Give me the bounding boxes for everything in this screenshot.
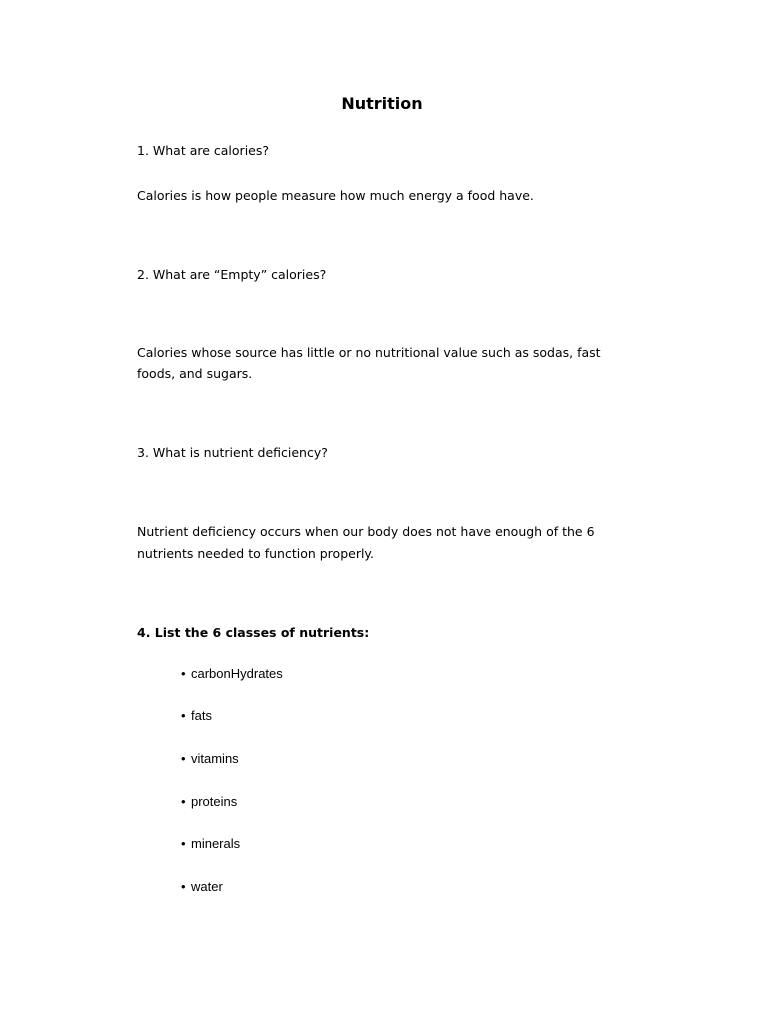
question-1: 1. What are calories? <box>137 143 270 158</box>
bullet-icon: • <box>181 879 186 894</box>
answer-3-line-1: Nutrient deficiency occurs when our body does not have enough of the 6 <box>137 524 595 539</box>
answer-3-line-2: nutrients needed to function properly. <box>137 546 375 561</box>
question-4: 4. List the 6 classes of nutrients: <box>137 625 370 640</box>
answer-2-line-1: Calories whose source has little or no nutritional value such as sodas, fast <box>137 345 601 360</box>
page-title: Nutrition <box>341 94 423 113</box>
list-item <box>181 665 283 683</box>
bullet-icon: • <box>181 708 186 723</box>
list-item-label: vitamins <box>191 751 239 766</box>
question-2: 2. What are “Empty” calories? <box>137 267 327 282</box>
list-item <box>181 707 212 725</box>
list-item <box>181 835 240 853</box>
answer-2-line-2: foods, and sugars. <box>137 366 253 381</box>
list-item-label: carbonHydrates <box>191 666 283 681</box>
list-item-label: minerals <box>191 836 241 851</box>
list-item-label: fats <box>191 708 212 723</box>
list-item-label: proteins <box>191 794 238 809</box>
list-item <box>181 793 237 811</box>
list-item-label: water <box>191 879 223 894</box>
question-3: 3. What is nutrient deficiency? <box>137 445 328 460</box>
bullet-icon: • <box>181 794 186 809</box>
bullet-icon: • <box>181 751 186 766</box>
bullet-icon: • <box>181 666 186 681</box>
list-item <box>181 878 223 896</box>
list-item <box>181 750 239 768</box>
answer-1: Calories is how people measure how much energy a food have. <box>137 188 534 203</box>
bullet-icon: • <box>181 836 186 851</box>
